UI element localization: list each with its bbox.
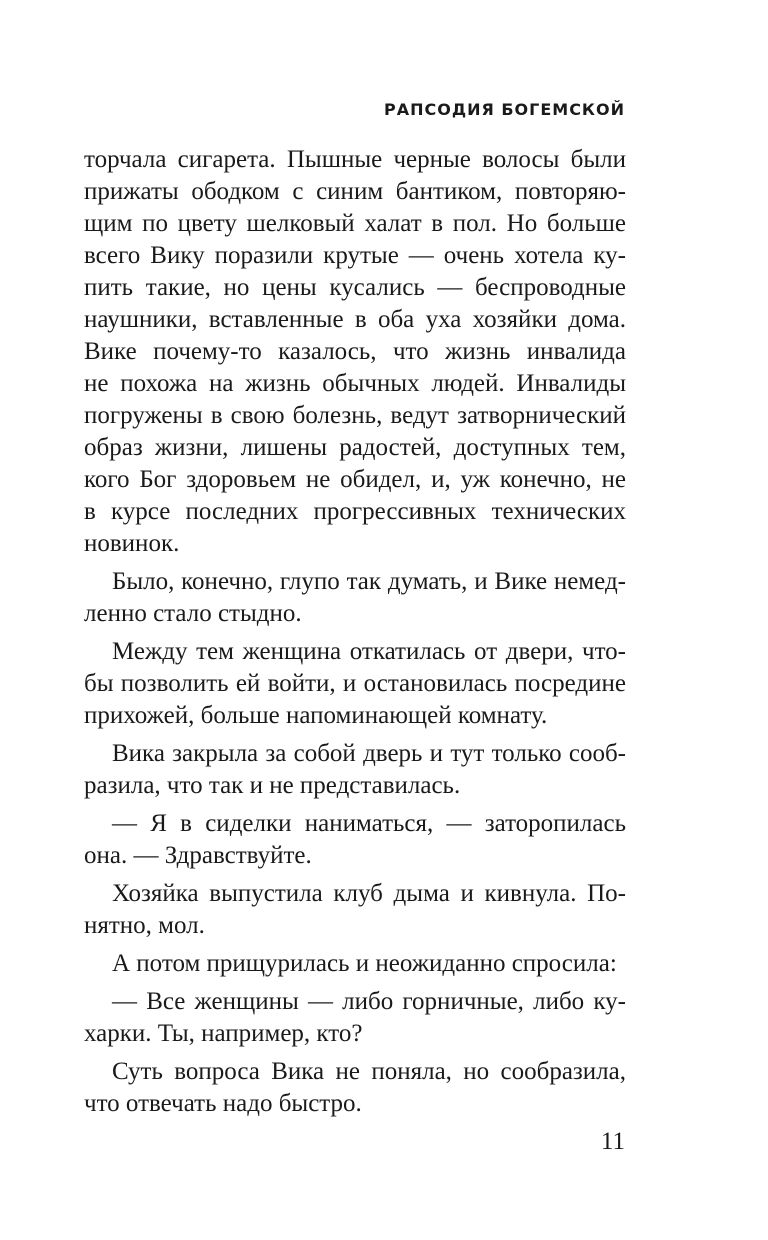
running-header: РАПСОДИЯ БОГЕМСКОЙ bbox=[383, 100, 625, 119]
text-line: что отвечать надо быстро. bbox=[84, 1090, 362, 1117]
text-line: Суть вопроса Вика не поняла, но сообразила, bbox=[112, 1058, 626, 1085]
text-line: харки. Ты, например, кто? bbox=[84, 1020, 363, 1047]
text-line: щим по цвету шелковый халат в пол. Но больше bbox=[84, 210, 626, 237]
text-line: торчала сигарета. Пышные черные волосы были bbox=[84, 146, 626, 173]
text-line: прихожей, больше напоминающей комнату. bbox=[84, 702, 548, 729]
text-line: она. — Здравствуйте. bbox=[84, 842, 312, 869]
text-line: разила, что так и не представилась. bbox=[84, 772, 461, 799]
text-line: образ жизни, лишены радостей, доступных тем, bbox=[84, 434, 626, 461]
text-line: — Я в сиделки наниматься, — заторопилась bbox=[112, 810, 626, 837]
text-line: погружены в свою болезнь, ведут затворнический bbox=[84, 402, 626, 429]
text-line: всего Вику поразили крутые — очень хотела ку- bbox=[84, 242, 626, 269]
text-line: наушники, вставленные в оба уха хозяйки дома. bbox=[84, 306, 626, 333]
text-line: Хозяйка выпустила клуб дыма и кивнула. По- bbox=[112, 880, 626, 907]
body-text bbox=[84, 144, 626, 1120]
text-line: Вике почему-то казалось, что жизнь инвалида bbox=[84, 338, 626, 365]
text-line: новинок. bbox=[84, 530, 180, 557]
text-line: — Все женщины — либо горничные, либо ку- bbox=[112, 988, 626, 1015]
text-line: в курсе последних прогрессивных технических bbox=[84, 498, 626, 525]
text-line: не похожа на жизнь обычных людей. Инвалиды bbox=[84, 370, 626, 397]
text-line: кого Бог здоровьем не обидел, и, уж конечно, не bbox=[84, 466, 626, 493]
text-line: нятно, мол. bbox=[84, 912, 205, 939]
page-number: 11 bbox=[600, 1128, 625, 1155]
text-line: Между тем женщина откатилась от двери, что- bbox=[112, 638, 626, 665]
text-line: А потом прищурилась и неожиданно спросила: bbox=[112, 950, 617, 977]
text-line: ленно стало стыдно. bbox=[84, 600, 302, 627]
text-line: Было, конечно, глупо так думать, и Вике немед- bbox=[112, 568, 626, 595]
text-line: Вика закрыла за собой дверь и тут только сооб- bbox=[112, 740, 626, 767]
text-line: прижаты ободком с синим бантиком, повторяю- bbox=[84, 178, 626, 205]
text-line: пить такие, но цены кусались — беспроводные bbox=[84, 274, 626, 301]
text-line: бы позволить ей войти, и остановилась посредине bbox=[84, 670, 626, 697]
